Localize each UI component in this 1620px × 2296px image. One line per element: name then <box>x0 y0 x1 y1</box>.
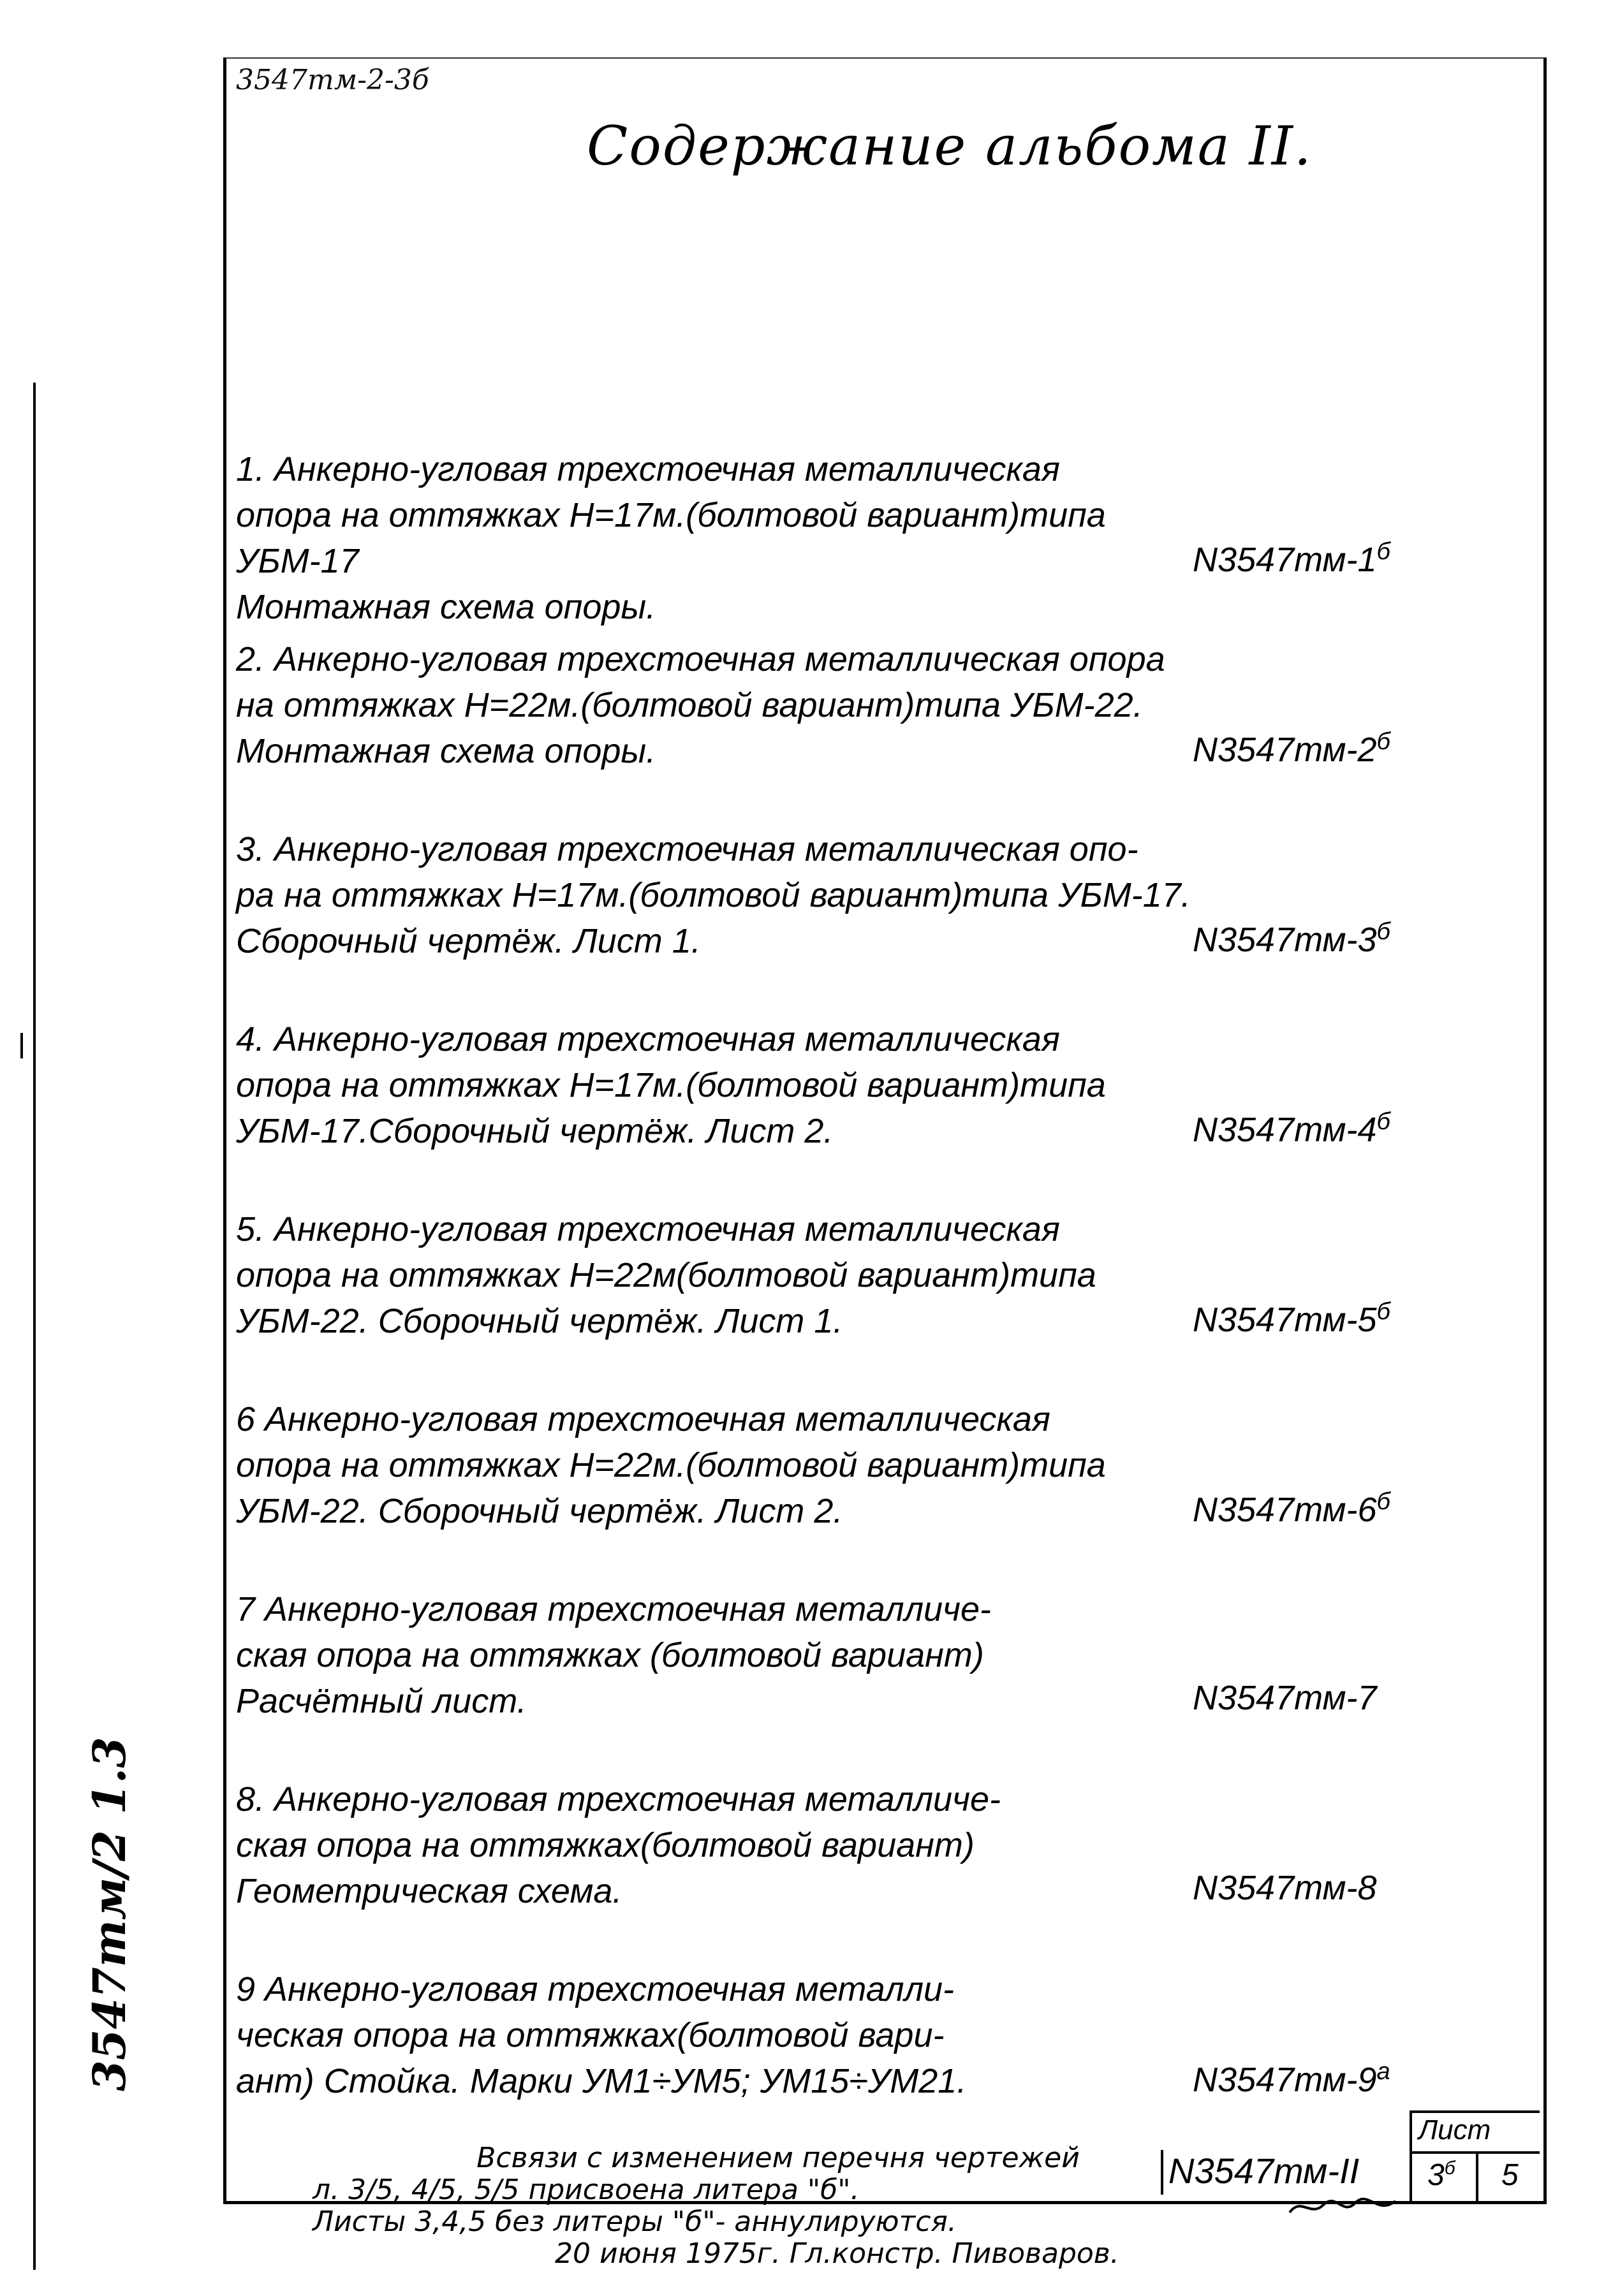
signature-stroke <box>1290 2199 1395 2212</box>
revision-note-line: 20 июня 1975г. Гл.констр. Пивоваров. <box>555 2237 1119 2270</box>
entry-sheet-code <box>1193 2058 1390 2100</box>
entry-description <box>236 1966 1205 2104</box>
sheet-box-divider <box>1476 2151 1478 2202</box>
entry-line: ант) Стойка. Марки УМ1÷УМ5; УМ15÷УМ21. <box>236 2062 967 2100</box>
entry-line: 8. Анкерно-угловая трехстоечная металличе- <box>236 1780 1001 1818</box>
binding-margin-rule <box>33 383 36 2270</box>
entry-code-text: N3547тм-9 <box>1193 2061 1377 2099</box>
entry-code-text: N3547тм-3 <box>1193 921 1377 959</box>
sheet-number <box>1427 2158 1455 2193</box>
entry-sheet-code <box>1193 728 1390 770</box>
entry-description <box>236 1016 1205 1154</box>
entry-line: опора на оттяжках Н=22м(болтовой вариант)типа <box>236 1256 1096 1294</box>
signature-scribble <box>1288 2193 1397 2219</box>
entry-line: Монтажная схема опоры. <box>236 732 656 770</box>
entry-code-letter: б <box>1376 1488 1390 1515</box>
entry-code-text: N3547тм-2 <box>1193 731 1377 769</box>
entry-code-text: N3547тм-6 <box>1193 1491 1377 1529</box>
contents-entry-4 <box>236 1016 1435 1206</box>
entry-line: ра на оттяжках Н=17м.(болтовой вариант)типа УБМ-17. <box>236 876 1191 914</box>
entry-line: Монтажная схема опоры. <box>236 588 656 626</box>
entry-code-letter: а <box>1376 2058 1390 2085</box>
entry-description <box>236 1206 1205 1344</box>
entry-code-text: N3547тм-8 <box>1193 1869 1377 1907</box>
entry-line: 6 Анкерно-угловая трехстоечная металлическая <box>236 1400 1050 1438</box>
entry-description <box>236 1586 1205 1724</box>
entry-line: Сборочный чертёж. Лист 1. <box>236 922 701 960</box>
entry-code-text: N3547тм-5 <box>1193 1301 1377 1339</box>
side-document-code: 3547тм/2 1.3 <box>83 1737 136 2091</box>
entry-description <box>236 826 1205 964</box>
entry-line: 4. Анкерно-угловая трехстоечная металлическая <box>236 1020 1060 1058</box>
entry-sheet-code <box>1193 538 1390 580</box>
entry-line: на оттяжках Н=22м.(болтовой вариант)типа УБМ-22. <box>236 686 1143 724</box>
entry-line: 9 Анкерно-угловая трехстоечная металли- <box>236 1970 955 2008</box>
sheet-number-box <box>1410 2110 1540 2202</box>
contents-entry-7 <box>236 1586 1435 1776</box>
entry-sheet-code <box>1193 1868 1377 1908</box>
entry-code-letter: б <box>1376 918 1390 945</box>
contents-entry-9 <box>236 1966 1435 2156</box>
entry-description <box>236 636 1205 774</box>
entry-description <box>236 446 1205 630</box>
entry-line: 7 Анкерно-угловая трехстоечная металличе- <box>236 1590 992 1628</box>
contents-entry-6 <box>236 1396 1435 1586</box>
contents-entry-2 <box>236 636 1435 826</box>
entry-line: опора на оттяжках Н=17м.(болтовой вариант)типа <box>236 1066 1106 1104</box>
revision-note-line: Всвязи с изменением перечня чертежей <box>476 2142 1080 2174</box>
entry-line: 3. Анкерно-угловая трехстоечная металлическая опо- <box>236 830 1138 868</box>
entry-line: ская опора на оттяжках (болтовой вариант) <box>236 1636 984 1674</box>
contents-entry-3 <box>236 826 1435 1016</box>
entry-line: ская опора на оттяжках(болтовой вариант) <box>236 1826 975 1864</box>
entry-sheet-code <box>1193 1488 1390 1530</box>
entry-code-text: N3547тм-1 <box>1193 541 1377 579</box>
corner-document-code: 3547тм-2-3б <box>236 64 429 96</box>
title-block-code: N3547тм-II <box>1161 2150 1411 2195</box>
revision-note <box>313 2142 1154 2270</box>
entry-code-text: N3547тм-4 <box>1193 1111 1377 1149</box>
entry-line: 2. Анкерно-угловая трехстоечная металлическая опора <box>236 640 1165 678</box>
entry-code-letter: б <box>1376 1108 1390 1135</box>
entry-sheet-code <box>1193 1108 1390 1150</box>
entry-line: УБМ-22. Сборочный чертёж. Лист 1. <box>236 1302 843 1340</box>
entry-line: 1. Анкерно-угловая трехстоечная металлическая <box>236 450 1060 488</box>
entry-line: УБМ-22. Сборочный чертёж. Лист 2. <box>236 1492 843 1530</box>
sheet-label: Лист <box>1418 2114 1491 2146</box>
entry-description <box>236 1396 1205 1534</box>
entry-sheet-code <box>1193 1678 1377 1718</box>
entry-line: 5. Анкерно-угловая трехстоечная металлическая <box>236 1210 1060 1248</box>
entry-description <box>236 1776 1205 1914</box>
revision-note-line: Листы 3,4,5 без литеры "б"- аннулируются. <box>313 2205 957 2238</box>
entry-code-letter: б <box>1376 728 1390 755</box>
entry-line: опора на оттяжках Н=22м.(болтовой вариант)типа <box>236 1446 1106 1484</box>
entry-line: опора на оттяжках Н=17м.(болтовой вариант)типа УБМ-17 <box>236 496 1106 580</box>
sheet-number-value: 3 <box>1427 2158 1445 2192</box>
page-title: Содержание альбома II. <box>587 115 1313 177</box>
sheet-number-letter: б <box>1444 2158 1455 2179</box>
entry-code-letter: б <box>1376 1298 1390 1325</box>
contents-entry-1 <box>236 446 1435 636</box>
revision-note-line: л. 3/5, 4/5, 5/5 присвоена литера "б". <box>313 2174 860 2206</box>
contents-list <box>236 446 1435 2156</box>
entry-line: Геометрическая схема. <box>236 1872 622 1910</box>
entry-sheet-code <box>1193 1298 1390 1340</box>
contents-entry-8 <box>236 1776 1435 1966</box>
entry-line: ческая опора на оттяжках(болтовой вари- <box>236 2016 945 2054</box>
entry-code-letter: б <box>1376 538 1390 565</box>
total-sheets: 5 <box>1501 2158 1519 2192</box>
margin-tick-mark <box>20 1033 23 1058</box>
entry-line: Расчётный лист. <box>236 1682 527 1720</box>
entry-line: УБМ-17.Сборочный чертёж. Лист 2. <box>236 1112 834 1150</box>
contents-entry-5 <box>236 1206 1435 1396</box>
entry-sheet-code <box>1193 918 1390 960</box>
entry-code-text: N3547тм-7 <box>1193 1679 1377 1717</box>
